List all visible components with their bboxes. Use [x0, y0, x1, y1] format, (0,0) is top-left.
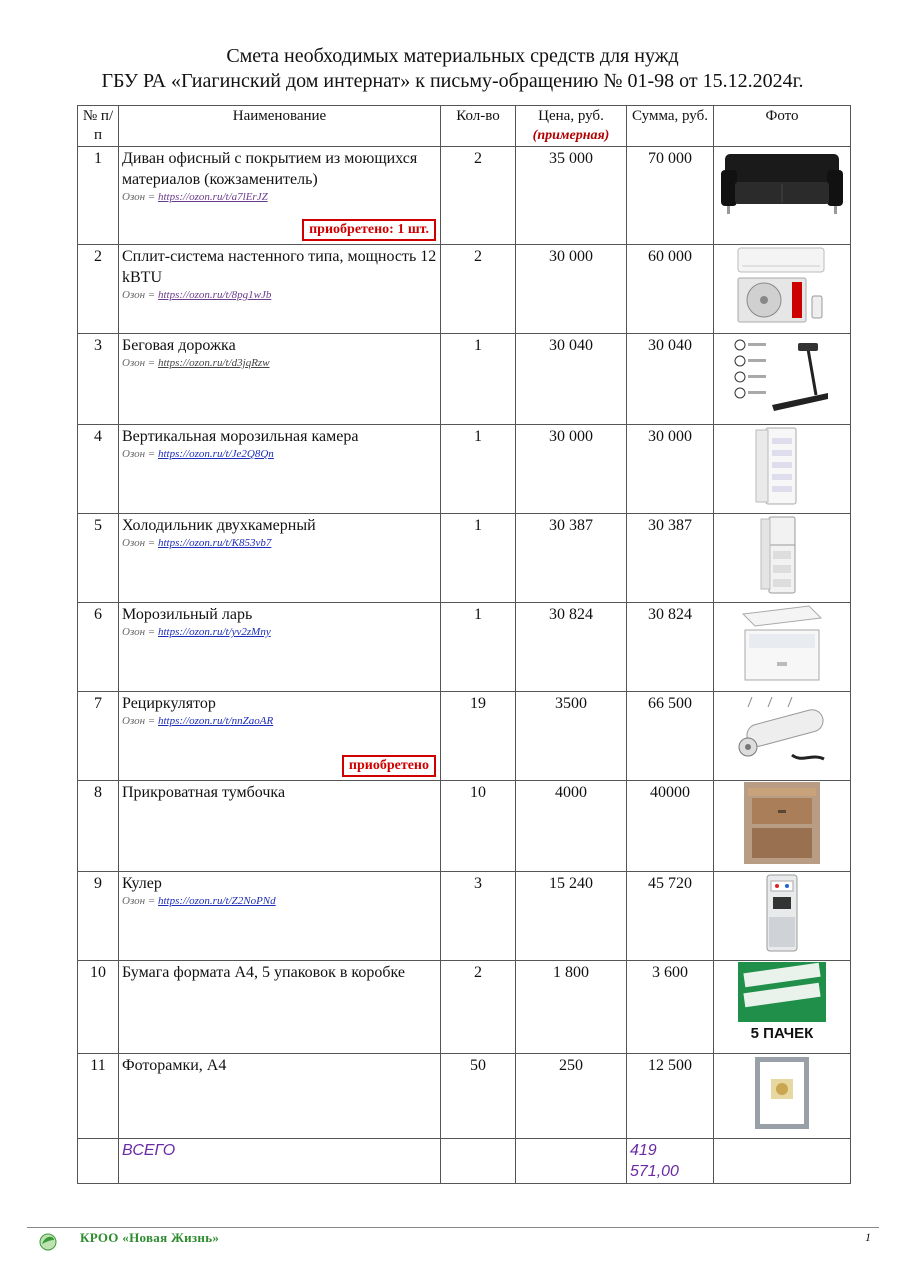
row-price: 30 000: [516, 425, 627, 514]
row-qty: 1: [441, 603, 516, 692]
row-name: Сплит-система настенного типа, мощность 12 kBTU: [122, 248, 437, 286]
ozon-link[interactable]: https://ozon.ru/t/Je2Q8Qn: [157, 448, 274, 460]
row-qty: 2: [441, 147, 516, 245]
total-row: [78, 1139, 851, 1184]
row-name-cell: [119, 603, 441, 692]
row-qty: 2: [441, 245, 516, 334]
header-sum: Сумма, руб.: [627, 106, 714, 147]
estimate-table: [77, 105, 851, 1184]
row-price: 1 800: [516, 961, 627, 1054]
total-value: 419 571,00: [627, 1139, 714, 1184]
row-price: 30 040: [516, 334, 627, 425]
header-num: № п/п: [78, 106, 119, 147]
recirculator-photo: [732, 693, 832, 773]
row-photo: [714, 1054, 851, 1139]
row-name: Диван офисный с покрытием из моющихся материалов (кожзаменитель): [122, 150, 418, 188]
row-qty: 1: [441, 514, 516, 603]
row-sum: 30 000: [627, 425, 714, 514]
row-name-cell: [119, 147, 441, 245]
row-sum: 12 500: [627, 1054, 714, 1139]
row-name: Прикроватная тумбочка: [122, 784, 286, 801]
ozon-prefix: Озон =: [122, 537, 158, 549]
total-empty-photo: [714, 1139, 851, 1184]
ozon-prefix: Озон =: [122, 715, 158, 727]
row-qty: 1: [441, 425, 516, 514]
page-number: 1: [865, 1230, 871, 1244]
row-sum: 30 824: [627, 603, 714, 692]
paper-box-photo: [738, 962, 826, 1046]
row-sum: 60 000: [627, 245, 714, 334]
row-photo: [714, 781, 851, 872]
row-name: Рециркулятор: [122, 695, 216, 712]
row-name-cell: [119, 781, 441, 872]
row-name: Морозильный ларь: [122, 606, 253, 623]
row-num: 4: [78, 425, 119, 514]
row-num: 6: [78, 603, 119, 692]
ozon-link[interactable]: https://ozon.ru/t/K853vb7: [157, 537, 272, 549]
row-num: 8: [78, 781, 119, 872]
row-sum: 40000: [627, 781, 714, 872]
title-line-1: Смета необходимых материальных средств для нужд: [226, 45, 679, 67]
row-price: 30 824: [516, 603, 627, 692]
ozon-link[interactable]: https://ozon.ru/t/Z2NoPNd: [157, 895, 276, 907]
row-price: 35 000: [516, 147, 627, 245]
row-num: 10: [78, 961, 119, 1054]
row-qty: 10: [441, 781, 516, 872]
table-header-row: [78, 106, 851, 147]
row-sum: 45 720: [627, 872, 714, 961]
row-qty: 2: [441, 961, 516, 1054]
row-num: 2: [78, 245, 119, 334]
ozon-line: [122, 447, 437, 461]
ozon-line: [122, 190, 437, 204]
row-name: Холодильник двухкамерный: [122, 517, 316, 534]
row-price: 250: [516, 1054, 627, 1139]
row-price: 4000: [516, 781, 627, 872]
ozon-line: [122, 625, 437, 639]
table-row: [78, 1054, 851, 1139]
total-empty-qty: [441, 1139, 516, 1184]
row-name: Вертикальная морозильная камера: [122, 428, 359, 445]
ozon-prefix: Озон =: [122, 626, 158, 638]
row-name-cell: [119, 961, 441, 1054]
row-sum: 30 387: [627, 514, 714, 603]
row-name-cell: [119, 514, 441, 603]
ozon-line: [122, 356, 437, 370]
ozon-link[interactable]: https://ozon.ru/t/a7lErJZ: [157, 191, 268, 203]
row-qty: 3: [441, 872, 516, 961]
row-num: 7: [78, 692, 119, 781]
table-row: [78, 961, 851, 1054]
row-sum: 30 040: [627, 334, 714, 425]
treadmill-photo: [732, 335, 832, 417]
ozon-link[interactable]: https://ozon.ru/t/d3jqRzw: [157, 357, 270, 369]
header-name: Наименование: [119, 106, 441, 147]
table-row: [78, 872, 851, 961]
ozon-prefix: Озон =: [122, 448, 158, 460]
sofa-photo: [719, 148, 845, 218]
table-row: [78, 603, 851, 692]
ozon-prefix: Озон =: [122, 357, 158, 369]
air-conditioner-photo: [732, 246, 832, 326]
footer-org-name: КРОО «Новая Жизнь»: [80, 1230, 220, 1245]
footer-divider: [27, 1227, 879, 1228]
row-qty: 19: [441, 692, 516, 781]
header-price-label: Цена, руб.: [538, 108, 604, 124]
total-empty-price: [516, 1139, 627, 1184]
row-sum: 70 000: [627, 147, 714, 245]
document-title: [0, 44, 905, 94]
row-photo: [714, 872, 851, 961]
ozon-prefix: Озон =: [122, 895, 158, 907]
row-num: 1: [78, 147, 119, 245]
table-row: [78, 781, 851, 872]
water-cooler-photo: [757, 873, 807, 953]
row-name: Беговая дорожка: [122, 337, 236, 354]
row-name: Фоторамки, А4: [122, 1057, 227, 1074]
row-photo: [714, 603, 851, 692]
fridge-photo: [757, 515, 807, 595]
leaf-logo-icon: [37, 1232, 59, 1252]
table-row: [78, 147, 851, 245]
ozon-link[interactable]: https://ozon.ru/t/8pg1wJb: [157, 289, 272, 301]
row-num: 3: [78, 334, 119, 425]
row-qty: 1: [441, 334, 516, 425]
freezer-photo: [752, 426, 812, 506]
ozon-prefix: Озон =: [122, 289, 158, 301]
row-num: 5: [78, 514, 119, 603]
row-name-cell: [119, 1054, 441, 1139]
table-row: [78, 334, 851, 425]
header-photo: Фото: [714, 106, 851, 147]
chest-freezer-photo: [737, 604, 827, 684]
row-photo: [714, 245, 851, 334]
row-name-cell: [119, 692, 441, 781]
row-price: 30 000: [516, 245, 627, 334]
row-name: Бумага формата А4, 5 упаковок в коробке: [122, 964, 406, 981]
row-qty: 50: [441, 1054, 516, 1139]
row-photo: [714, 692, 851, 781]
row-photo: [714, 334, 851, 425]
row-num: 11: [78, 1054, 119, 1139]
title-line-2: ГБУ РА «Гиагинский дом интернат» к письму-обращению № 01-98 от 15.12.2024г.: [101, 70, 804, 92]
row-name-cell: [119, 872, 441, 961]
header-qty: Кол-во: [441, 106, 516, 147]
paper-box-label: 5 ПАЧЕК: [750, 1025, 814, 1042]
row-price: 30 387: [516, 514, 627, 603]
table-row: [78, 692, 851, 781]
total-empty-num: [78, 1139, 119, 1184]
purchased-badge: приобретено: [342, 755, 436, 777]
header-price-note: (примерная): [532, 128, 610, 143]
ozon-line: [122, 714, 437, 728]
ozon-line: [122, 894, 437, 908]
row-photo: [714, 514, 851, 603]
ozon-line: [122, 288, 437, 302]
ozon-line: [122, 536, 437, 550]
table-row: [78, 514, 851, 603]
row-sum: 3 600: [627, 961, 714, 1054]
total-label: ВСЕГО: [119, 1139, 441, 1184]
row-name-cell: [119, 425, 441, 514]
row-name-cell: [119, 334, 441, 425]
purchased-badge: приобретено: 1 шт.: [302, 219, 436, 241]
row-num: 9: [78, 872, 119, 961]
row-name: Кулер: [122, 875, 162, 892]
header-price: [516, 106, 627, 147]
row-photo: [714, 147, 851, 245]
row-photo: [714, 961, 851, 1054]
row-price: 3500: [516, 692, 627, 781]
table-row: [78, 425, 851, 514]
row-sum: 66 500: [627, 692, 714, 781]
nightstand-photo: [744, 782, 820, 864]
photo-frame-photo: [753, 1055, 811, 1131]
table-row: [78, 245, 851, 334]
ozon-link[interactable]: https://ozon.ru/t/yv2zMny: [157, 626, 271, 638]
row-name-cell: [119, 245, 441, 334]
row-price: 15 240: [516, 872, 627, 961]
ozon-link[interactable]: https://ozon.ru/t/nnZaoAR: [157, 715, 274, 727]
ozon-prefix: Озон =: [122, 191, 158, 203]
row-photo: [714, 425, 851, 514]
